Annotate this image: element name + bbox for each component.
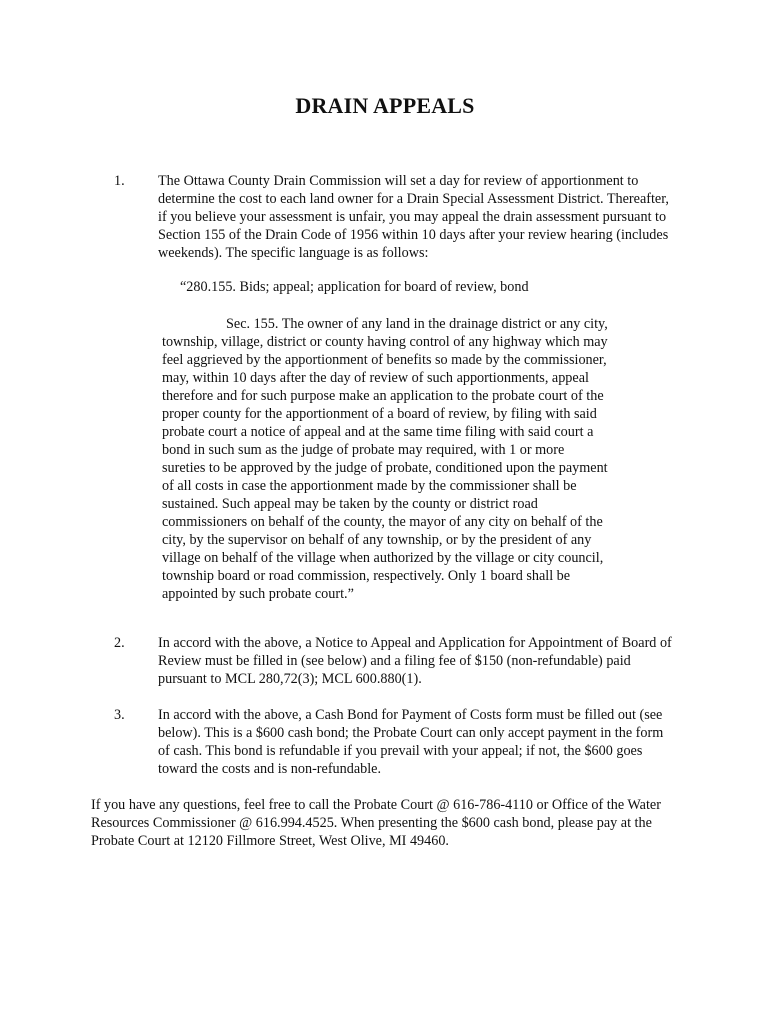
list-item-1 [114, 172, 674, 262]
page-title: DRAIN APPEALS [295, 93, 475, 118]
list-item-number: 1. [114, 173, 125, 189]
list-item-text: In accord with the above, a Notice to Appeal and Application for Appointment of Board of Review must be filled in (see below) and a filing fee of $150 (non-refundable) paid pursuant to MCL 280,72(3); MCL 600.880(1). [158, 635, 672, 687]
list-item-2 [114, 634, 674, 688]
closing-paragraph: If you have any questions, feel free to call the Probate Court @ 616-786-4110 or Office of the Water Resources Commissioner @ 616.994.4525. When presenting the $600 cash bond, please pay at the Probate Court at 12120 Fillmore Street, West Olive, MI 49460. [91, 797, 661, 849]
list-item-number: 2. [114, 635, 125, 651]
quote-heading: “280.155. Bids; appeal; application for board of review, bond [180, 279, 529, 295]
list-item-number: 3. [114, 707, 125, 723]
list-item-text: The Ottawa County Drain Commission will set a day for review of apportionment to determine the cost to each land owner for a Drain Special Assessment District. Thereafter, if you believe your assessment is unfair, you may appeal the drain assessment pursuant to Section 155 of the Drain Code of 1956 within 10 days after your review hearing (includes weekends). The specific language is as follows: [158, 173, 669, 261]
list-item-text: In accord with the above, a Cash Bond for Payment of Costs form must be filled out (see below). This is a $600 cash bond; the Probate Court can only accept payment in the form of cash. This bond is refundable if you prevail with your appeal; if not, the $600 goes toward the costs and is non-refundable. [158, 707, 664, 777]
quote-body-text: Sec. 155. The owner of any land in the drainage district or any city, township, village, district or county having control of any highway which may feel aggrieved by the apportionment of benefits so made by the commissioner, may, within 10 days after the day of review of such apportionments, appeal therefore and for such purpose make an application to the probate court of the proper county for the apportionment of a board of review, by filing with said probate court a notice of appeal and at the same time filing with said court a bond in such sum as the judge of probate may required, with 1 or more sureties to be approved by the judge of probate, conditioned upon the payment of all costs in case the apportionment made by the commissioner shall be sustained. Such appeal may be taken by the county or district road commissioners on behalf of the county, the mayor of any city on behalf of the city, by the supervisor on behalf of any township, or by the president of any village on behalf of the village when authorized by the village or city council, township board or road commission, respectively. Only 1 board shall be appointed by such probate court.” [162, 316, 608, 602]
list-item-3 [114, 706, 674, 778]
quote-body [162, 315, 610, 603]
